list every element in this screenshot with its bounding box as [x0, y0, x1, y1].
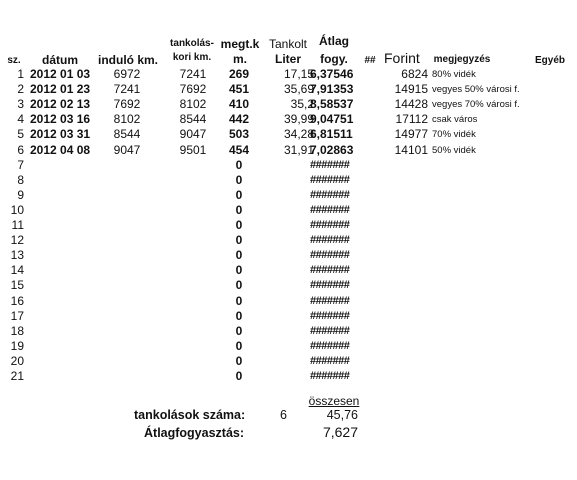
row-start-km: 7692: [113, 97, 141, 112]
row-forint: 14428: [394, 97, 428, 112]
row-date: 2012 03 31: [30, 127, 91, 142]
header-megtett-km-2: m.: [232, 52, 247, 66]
row-average: #######: [310, 188, 350, 201]
row-start-km: 6972: [113, 67, 141, 81]
row-number: 1: [17, 67, 24, 81]
row-date: 2012 04 08: [30, 142, 91, 157]
row-number: 15: [10, 278, 24, 293]
row-average: #######: [310, 158, 350, 171]
row-number: 12: [10, 233, 24, 248]
row-liter: 31,91: [283, 142, 314, 157]
row-distance: 0: [235, 369, 243, 383]
row-distance: 503: [228, 127, 250, 142]
row-number: 10: [10, 202, 24, 217]
row-number: 17: [10, 308, 24, 323]
row-distance: 454: [228, 142, 250, 157]
row-end-km: 7241: [179, 67, 207, 81]
row-distance: 0: [235, 157, 243, 172]
row-number: 8: [17, 172, 24, 187]
row-distance: 0: [235, 248, 243, 263]
row-average: 7,02863: [310, 142, 354, 157]
row-number: 18: [10, 323, 24, 338]
row-average: 6,37546: [310, 67, 354, 81]
row-forint: 17112: [395, 112, 428, 127]
row-date: 2012 02 13: [30, 97, 91, 112]
row-note: vegyes 50% városi f.: [432, 84, 520, 96]
row-liter: 17,15: [283, 67, 314, 81]
row-number: 4: [17, 112, 24, 127]
row-number: 19: [10, 338, 24, 353]
row-note: 70% vidék: [432, 129, 476, 141]
row-distance: 0: [235, 308, 243, 323]
row-distance: 0: [235, 353, 243, 368]
row-distance: 0: [235, 263, 243, 278]
row-distance: 269: [228, 67, 250, 81]
row-number: 5: [17, 127, 24, 142]
row-end-km: 8544: [179, 112, 207, 127]
header-tankolt-2: Liter: [274, 52, 301, 66]
row-distance: 0: [235, 338, 243, 353]
row-average: #######: [310, 249, 350, 262]
row-number: 3: [17, 97, 24, 112]
row-distance: 0: [235, 202, 243, 217]
row-average: #######: [310, 264, 350, 277]
header-atlag-2: fogy.: [320, 52, 348, 66]
row-average: 8,58537: [310, 97, 354, 112]
row-number: 20: [10, 353, 24, 368]
row-forint: 14101: [394, 142, 428, 157]
tankolasok-szama-label: tankolások száma:: [134, 408, 246, 422]
row-number: 11: [11, 218, 24, 232]
row-distance: 0: [235, 278, 243, 293]
row-average: 6,81511: [310, 127, 353, 142]
header-datum: dátum: [42, 53, 78, 67]
header-tankolaskori-km-1: tankolás-: [170, 38, 214, 49]
row-note: 80% vidék: [432, 69, 476, 80]
row-average: #######: [310, 354, 350, 367]
row-end-km: 9501: [179, 142, 207, 157]
row-distance: 0: [235, 172, 243, 187]
row-date: 2012 03 16: [30, 112, 91, 127]
row-end-km: 7692: [179, 82, 207, 97]
row-number: 7: [17, 157, 24, 172]
row-number: 9: [17, 187, 24, 202]
header-megjegyzes: megjegyzés: [433, 54, 491, 65]
row-number: 6: [17, 142, 24, 157]
row-start-km: 9047: [113, 142, 141, 157]
row-forint: 14977: [394, 127, 428, 142]
row-liter: 39,99: [283, 112, 314, 127]
row-distance: 0: [235, 293, 243, 308]
row-distance: 0: [235, 233, 243, 248]
row-forint: 6824: [401, 67, 428, 81]
row-average: #######: [310, 294, 350, 307]
row-average: 7,91353: [310, 82, 354, 97]
row-liter: 35,2: [290, 97, 314, 112]
row-distance: 0: [235, 323, 243, 338]
row-note: 50% vidék: [432, 144, 476, 156]
header-tankolt-1: Tankolt: [268, 37, 308, 51]
row-number: 21: [10, 369, 24, 383]
row-liter: 35,69: [283, 82, 314, 97]
row-number: 14: [10, 263, 24, 278]
row-distance: 410: [228, 97, 250, 112]
header-sz: sz.: [7, 55, 21, 66]
row-distance: 0: [235, 218, 243, 232]
row-end-km: 9047: [179, 127, 207, 142]
row-distance: 442: [228, 112, 250, 127]
row-distance: 451: [228, 82, 250, 97]
row-number: 16: [10, 293, 24, 308]
row-average: #######: [310, 279, 350, 292]
header-egyeb: Egyéb: [534, 55, 565, 66]
row-average: 9,04751: [310, 112, 354, 127]
row-date: 2012 01 03: [30, 67, 91, 81]
header-megtett-km-1: megt.k: [220, 37, 260, 51]
row-liter: 34,28: [283, 127, 314, 142]
total-liter-value: 45,76: [326, 408, 358, 422]
row-average: #######: [310, 370, 350, 382]
row-distance: 0: [235, 187, 243, 202]
row-average: #######: [310, 203, 350, 216]
row-start-km: 8544: [113, 127, 141, 142]
atlagfogyasztas-value: 7,627: [322, 424, 358, 440]
row-note: vegyes 70% városi f.: [432, 99, 520, 111]
row-date: 2012 01 23: [30, 82, 91, 97]
row-end-km: 8102: [179, 97, 207, 112]
row-average: #######: [310, 339, 350, 352]
row-average: #######: [310, 219, 350, 231]
row-average: #######: [310, 309, 350, 322]
atlagfogyasztas-label: Átlagfogyasztás:: [144, 426, 245, 440]
tankolasok-szama-value: 6: [280, 408, 287, 422]
header-hash: ##: [364, 55, 376, 66]
row-number: 13: [10, 248, 24, 263]
row-average: #######: [310, 173, 350, 186]
header-tankolaskori-km-2: kori km.: [172, 52, 212, 63]
row-start-km: 7241: [113, 82, 141, 97]
header-atlag-1: Átlag: [319, 34, 349, 48]
header-forint: Forint: [384, 50, 420, 66]
row-forint: 14915: [394, 82, 428, 97]
header-indulo-km: induló km.: [98, 53, 158, 67]
row-note: csak város: [432, 114, 478, 126]
row-average: #######: [310, 234, 350, 247]
osszesen-label: összesen: [308, 394, 360, 408]
row-start-km: 8102: [113, 112, 141, 127]
row-average: #######: [310, 324, 350, 337]
row-number: 2: [17, 82, 24, 97]
